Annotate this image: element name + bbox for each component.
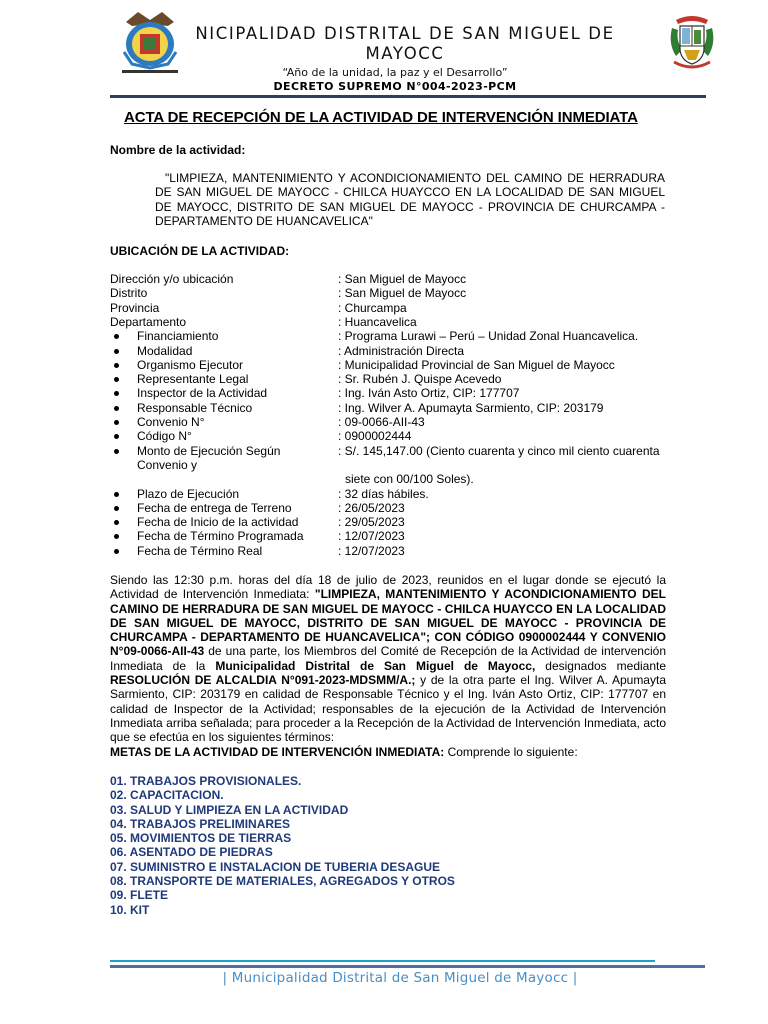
row-value: : San Miguel de Mayocc xyxy=(338,272,467,286)
bullet-icon xyxy=(114,363,119,368)
goal-item: 02. CAPACITACION. xyxy=(110,788,224,803)
bullet-icon xyxy=(114,349,119,354)
body-text-3: designados mediante xyxy=(535,658,667,673)
goal-item: 07. SUMINISTRO E INSTALACION DE TUBERIA DESAGUE xyxy=(110,859,441,874)
bullet-icon xyxy=(114,434,119,439)
header-title: NICIPALIDAD DISTRITAL DE SAN MIGUEL DE MAYOCC xyxy=(195,24,615,63)
activity-name-text: "LIMPIEZA, MANTENIMIENTO Y ACONDICIONAMIENTO DEL CAMINO DE HERRADURA DE SAN MIGUEL DE MAYOCC - CHILCA HUAYCCO EN LA LOCALIDAD DE SAN MIGUEL DE MAYOCC, DISTRITO DE SAN MIGUEL DE MAYOCC - PROVINCIA DE CHURCAMPA - DEPARTAMENTO DE HUANCAVELICA" xyxy=(155,171,665,228)
row-value: : Ing. Iván Asto Ortiz, CIP: 177707 xyxy=(338,386,520,401)
row-value: : Programa Lurawi – Perú – Unidad Zonal Huancavelica. xyxy=(338,329,639,344)
row-value: : 12/07/2023 xyxy=(338,529,405,544)
bullet-icon xyxy=(114,492,119,497)
body-bold-3: RESOLUCIÓN DE ALCALDIA N°091-2023-MDSMM/A.; xyxy=(110,673,416,688)
bullet-icon xyxy=(114,334,119,339)
goal-item: 05. MOVIMIENTOS DE TIERRAS xyxy=(110,831,292,846)
activity-name-label: Nombre de la actividad: xyxy=(110,143,246,157)
row-label: Código N° xyxy=(137,429,192,444)
bullet-icon xyxy=(114,520,119,525)
row-label: Plazo de Ejecución xyxy=(137,486,240,501)
footer-divider-top xyxy=(110,960,655,962)
row-value: : 29/05/2023 xyxy=(338,515,405,530)
row-value: : Administración Directa xyxy=(338,343,465,358)
row-label: Fecha de Término Real xyxy=(137,543,263,558)
goal-item: 01. TRABAJOS PROVISIONALES. xyxy=(110,774,302,788)
goal-item: 08. TRANSPORTE DE MATERIALES, AGREGADOS Y OTROS xyxy=(110,874,455,889)
row-label: Modalidad xyxy=(137,343,193,358)
goal-item: 06. ASENTADO DE PIEDRAS xyxy=(110,845,273,860)
bullet-icon xyxy=(114,506,119,511)
body-text-1: Siendo las 12:30 p.m. horas del día 18 de julio de 2023, reunidos en el lugar donde se ejecutó la Actividad de Intervención Inmediata: xyxy=(110,573,666,602)
bullet-icon xyxy=(114,449,119,454)
row-label: Fecha de Término Programada xyxy=(137,529,304,544)
row-label: Fecha de Inicio de la actividad xyxy=(137,515,299,530)
goal-item: 03. SALUD Y LIMPIEZA EN LA ACTIVIDAD xyxy=(110,802,349,817)
row-label: Provincia xyxy=(110,300,160,315)
row-value: : Sr. Rubén J. Quispe Acevedo xyxy=(338,372,502,387)
row-value-cont: siete con 00/100 Soles). xyxy=(345,472,474,487)
bullet-icon xyxy=(114,406,119,411)
row-value: : 09-0066-AII-43 xyxy=(338,415,425,429)
row-label: Responsable Técnico xyxy=(137,400,253,415)
row-value: : S/. 145,147.00 (Ciento cuarenta y cinco mil ciento cuarenta xyxy=(338,443,660,458)
row-label: Dirección y/o ubicación xyxy=(110,272,234,286)
footer-text: | Municipalidad Distrital de San Miguel de Mayocc | xyxy=(222,970,578,986)
header-motto: “Año de la unidad, la paz y el Desarrollo” xyxy=(282,66,508,79)
goals-suffix: Comprende lo siguiente: xyxy=(444,745,578,759)
row-label: Inspector de la Actividad xyxy=(137,386,268,401)
document-title: ACTA DE RECEPCIÓN DE LA ACTIVIDAD DE INTERVENCIÓN INMEDIATA xyxy=(124,109,638,126)
footer-divider-bottom xyxy=(110,965,705,968)
row-value: : Ing. Wilver A. Apumayta Sarmiento, CIP: 203179 xyxy=(338,400,604,415)
row-label: Distrito xyxy=(110,286,148,301)
row-value: : 26/05/2023 xyxy=(338,500,405,515)
row-label: Representante Legal xyxy=(137,372,249,387)
goal-item: 04. TRABAJOS PRELIMINARES xyxy=(110,816,291,831)
body-text-2: de una parte, los Miembros del Comité de Recepción de la Actividad de intervención Inmediata de la xyxy=(110,644,666,673)
row-label: Organismo Ejecutor xyxy=(137,357,244,372)
row-label: Financiamiento xyxy=(137,329,219,344)
body-text-4: y de la otra parte el Ing. Wilver A. Apumayta Sarmiento, CIP: 203179 en calidad de Responsable Técnico y el Ing. Iván Asto Ortiz, CIP: 177707 en calidad de Inspector de la Actividad; responsables de la ejecución de la Actividad de Intervención Inmediata arriba señalada; para proceder a la Recepción de la Actividad de Intervención Inmediata, acto que se efectúa en los siguientes términos: xyxy=(110,673,666,745)
row-value: : 12/07/2023 xyxy=(338,543,405,558)
body-paragraph xyxy=(110,573,666,745)
row-label: Fecha de entrega de Terreno xyxy=(137,500,292,515)
row-value: : Municipalidad Provincial de San Miguel de Mayocc xyxy=(338,357,615,372)
row-value: : 0900002444 xyxy=(338,429,412,444)
bullet-icon xyxy=(114,549,119,554)
row-label: Monto de Ejecución Según Convenio y xyxy=(137,443,281,472)
body-bold-2: Municipalidad Distrital de San Miguel de Mayocc, xyxy=(215,658,536,673)
peru-coat-of-arms-icon xyxy=(666,14,718,72)
row-value: : Churcampa xyxy=(338,300,407,315)
header-divider xyxy=(110,95,706,98)
header-decree: DECRETO SUPREMO N°004-2023-PCM xyxy=(273,80,517,93)
goals-heading xyxy=(110,745,670,759)
goals-list xyxy=(110,774,455,917)
row-value: : Huancavelica xyxy=(338,314,417,329)
body-bold-1: "LIMPIEZA, MANTENIMIENTO Y ACONDICIONAMIENTO DEL CAMINO DE HERRADURA DE SAN MIGUEL DE MAYOCC - CHILCA HUAYCCO EN LA LOCALIDAD DE SAN MIGUEL DE MAYOCC, DISTRITO DE SAN MIGUEL DE MAYOCC - PROVINCIA DE CHURCAMPA - DEPARTAMENTO DE HUANCAVELICA"; CON CÓDIGO 0900002444 Y CONVENIO N°09-0066-AII-43 xyxy=(110,587,666,659)
goal-item: 09. FLETE xyxy=(110,888,169,903)
goals-label: METAS DE LA ACTIVIDAD DE INTERVENCIÓN INMEDIATA: xyxy=(110,745,445,759)
bullet-icon xyxy=(114,377,119,382)
row-value: : San Miguel de Mayocc xyxy=(338,286,467,301)
bullet-icon xyxy=(114,420,119,425)
row-label: Convenio N° xyxy=(137,415,205,429)
row-label: Departamento xyxy=(110,314,187,329)
row-value: : 32 días hábiles. xyxy=(338,486,429,501)
bullet-icon xyxy=(114,534,119,539)
bullet-icon xyxy=(114,391,119,396)
location-label: UBICACIÓN DE LA ACTIVIDAD: xyxy=(110,244,290,258)
goal-item: 10. KIT xyxy=(110,902,150,917)
